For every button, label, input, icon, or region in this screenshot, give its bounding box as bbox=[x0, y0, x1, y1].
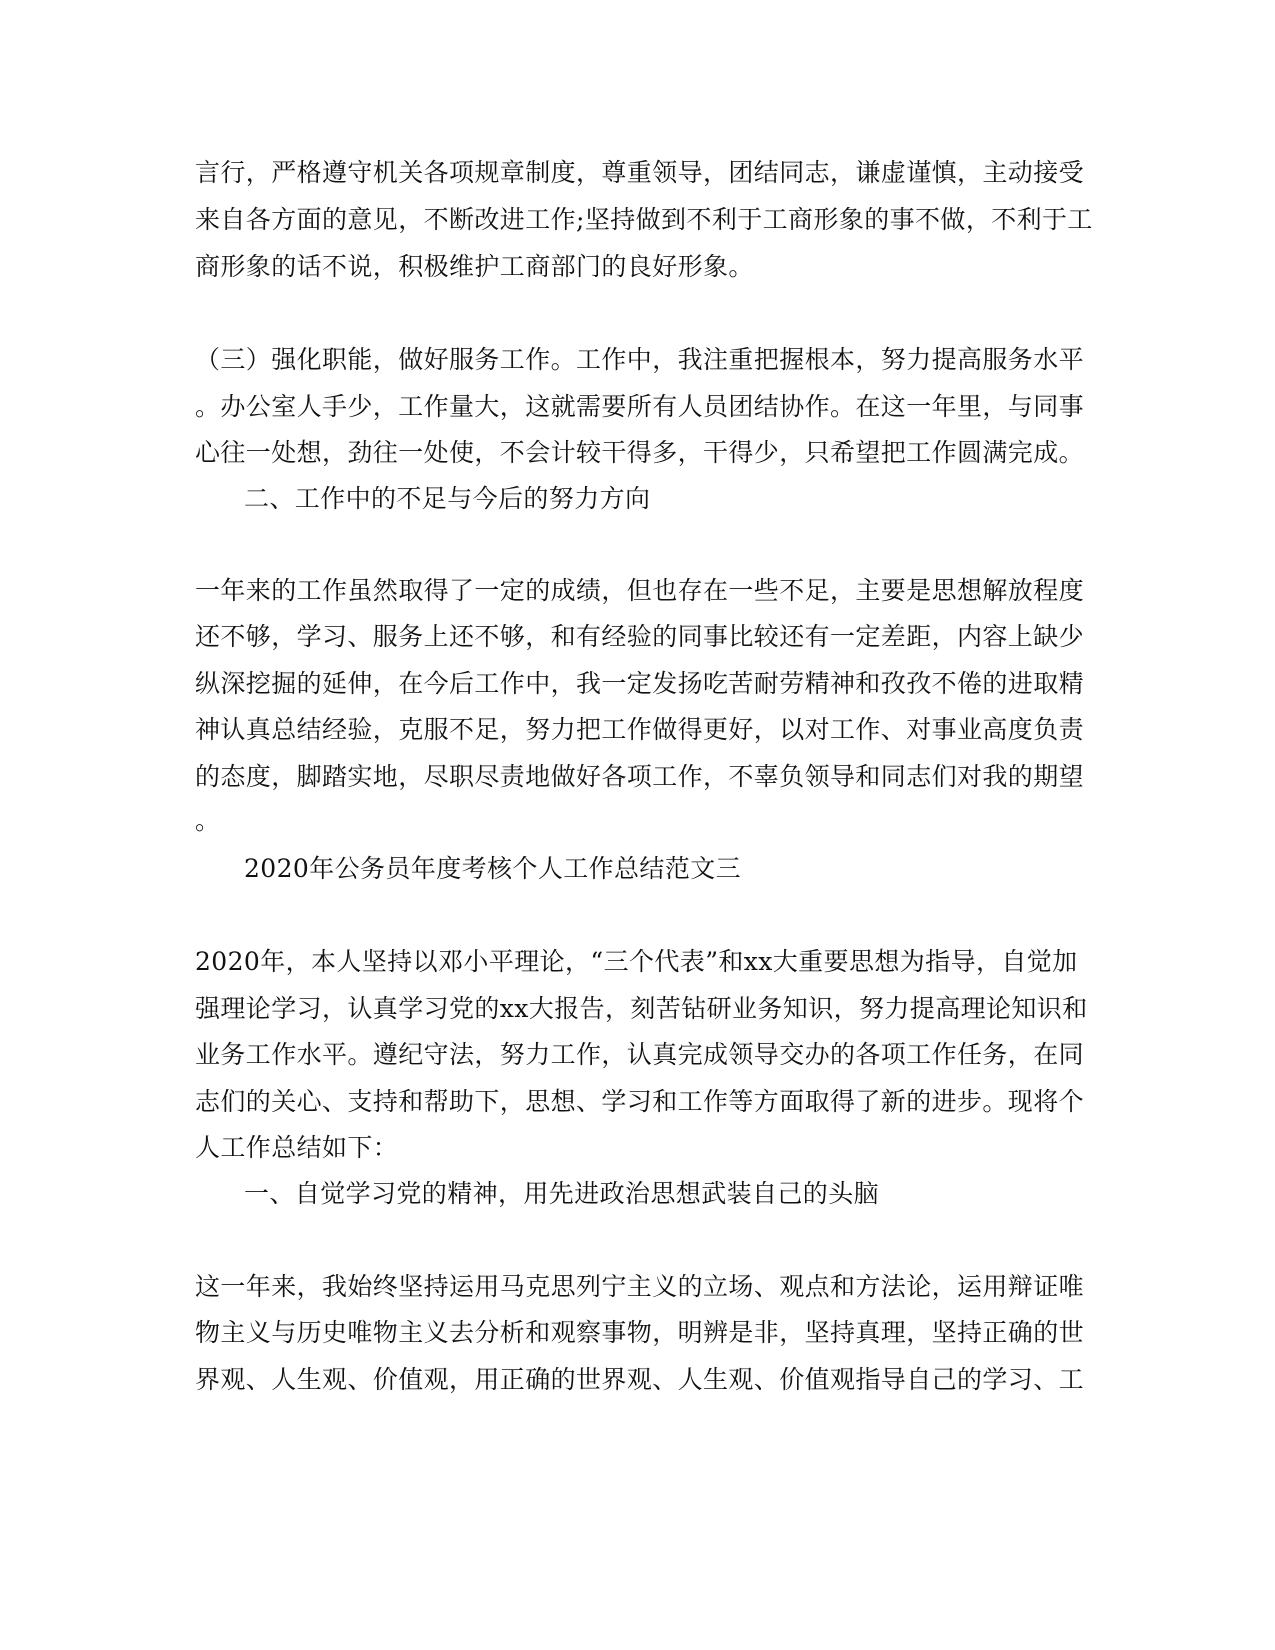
text-line: 强理论学习，认真学习党的xx大报告，刻苦钻研业务知识，努力提高理论知识和 bbox=[195, 994, 1088, 1023]
text-line: 志们的关心、支持和帮助下，思想、学习和工作等方面取得了新的进步。现将个 bbox=[195, 1087, 1085, 1116]
text-line: （三）强化职能，做好服务工作。工作中，我注重把握根本，努力提高服务水平 bbox=[195, 345, 1085, 374]
section-heading-shortcomings: 二、工作中的不足与今后的努力方向 bbox=[244, 484, 651, 513]
text-line: 界观、人生观、价值观，用正确的世界观、人生观、价值观指导自己的学习、工 bbox=[195, 1365, 1085, 1394]
text-line: 业务工作水平。遵纪守法，努力工作，认真完成领导交办的各项工作任务，在同 bbox=[195, 1040, 1085, 1069]
text-line: 。 bbox=[195, 806, 221, 835]
document-title-sample-three: 2020年公务员年度考核个人工作总结范文三 bbox=[244, 854, 742, 883]
text-line: 的态度，脚踏实地，尽职尽责地做好各项工作，不辜负领导和同志们对我的期望 bbox=[195, 762, 1085, 791]
text-line: 。办公室人手少，工作量大，这就需要所有人员团结协作。在这一年里，与同事 bbox=[195, 392, 1085, 421]
text-line: 人工作总结如下： bbox=[195, 1133, 399, 1162]
section-heading-study: 一、自觉学习党的精神，用先进政治思想武装自己的头脑 bbox=[244, 1179, 880, 1208]
text-line: 言行，严格遵守机关各项规章制度，尊重领导，团结同志，谦虚谨慎，主动接受 bbox=[195, 158, 1085, 187]
text-line: 一年来的工作虽然取得了一定的成绩，但也存在一些不足，主要是思想解放程度 bbox=[195, 576, 1085, 605]
text-line: 2020年，本人坚持以邓小平理论，“三个代表”和xx大重要思想为指导，自觉加 bbox=[195, 947, 1078, 976]
text-line: 神认真总结经验，克服不足，努力把工作做得更好，以对工作、对事业高度负责 bbox=[195, 715, 1085, 744]
text-line: 心往一处想，劲往一处使，不会计较干得多，干得少，只希望把工作圆满完成。 bbox=[195, 438, 1085, 467]
text-line: 商形象的话不说，积极维护工商部门的良好形象。 bbox=[195, 252, 754, 281]
text-line: 物主义与历史唯物主义去分析和观察事物，明辨是非，坚持真理，坚持正确的世 bbox=[195, 1318, 1085, 1347]
text-line: 这一年来，我始终坚持运用马克思列宁主义的立场、观点和方法论，运用辩证唯 bbox=[195, 1272, 1085, 1301]
text-line: 还不够，学习、服务上还不够，和有经验的同事比较还有一定差距，内容上缺少 bbox=[195, 622, 1085, 651]
text-line: 来自各方面的意见，不断改进工作;坚持做到不利于工商形象的事不做，不利于工 bbox=[195, 205, 1093, 234]
text-line: 纵深挖掘的延伸，在今后工作中，我一定发扬吃苦耐劳精神和孜孜不倦的进取精 bbox=[195, 669, 1085, 698]
